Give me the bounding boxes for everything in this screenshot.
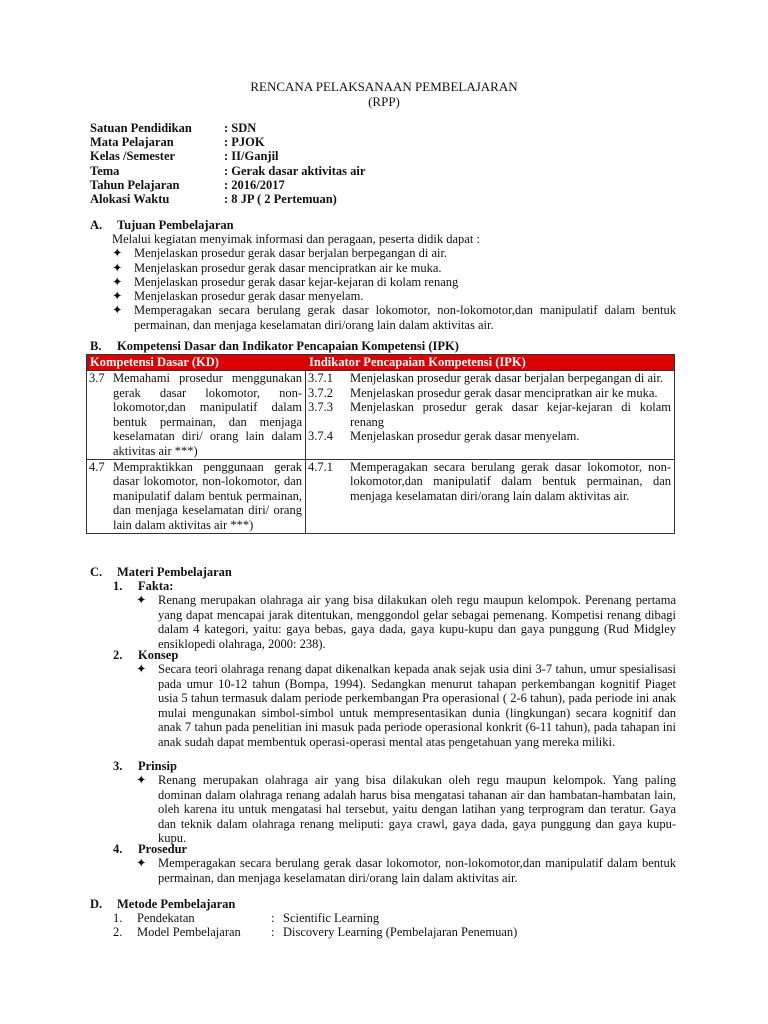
ipk-text: Menjelaskan prosedur gerak dasar mencipratkan air ke muka. <box>350 385 658 400</box>
method-row <box>113 925 517 940</box>
material-number: 2. <box>113 648 123 662</box>
ipk-text: Menjelaskan prosedur gerak dasar menyelam. <box>350 429 580 444</box>
method-colon: : <box>271 925 275 939</box>
table-header-row <box>87 355 675 371</box>
ipk-text: Menjelaskan prosedur gerak dasar berjalan berpegangan di air. <box>350 371 664 385</box>
material-bullet <box>136 593 676 651</box>
identity-row <box>90 135 365 149</box>
material-bullet <box>136 662 676 750</box>
identity-row <box>90 149 365 163</box>
ipk-number: 3.7.2 <box>308 385 333 400</box>
material-number: 3. <box>113 759 123 773</box>
ipk-cell <box>306 371 675 460</box>
identity-value: : 8 JP ( 2 Pertemuan) <box>224 191 337 206</box>
identity-key: Tema <box>90 163 120 178</box>
objective-text: Menjelaskan prosedur gerak dasar menyelam. <box>134 289 364 303</box>
material-text: Memperagakan secara berulang gerak dasar lokomotor, non-lokomotor,dan manipulatif dalam bentuk permainan, dan menjaga keselamatan diri/orang lain dalam aktivitas air. <box>158 856 676 885</box>
identity-table <box>90 121 365 206</box>
kd-number: 3.7 <box>89 371 105 385</box>
section-title: Kompetensi Dasar dan Indikator Pencapaian Kompetensi (IPK) <box>117 339 459 353</box>
ipk-item <box>308 386 671 401</box>
section-letter: D. <box>90 897 103 911</box>
identity-row <box>90 192 365 206</box>
document-subtitle: (RPP) <box>368 94 400 109</box>
method-key: Pendekatan <box>137 911 195 925</box>
four-point-star-icon: ✦ <box>112 261 123 275</box>
material-text: Renang merupakan olahraga air yang bisa dilakukan oleh regu maupun kelompok. Yang paling dominan dalam olahraga renang adalah harus bisa mengatasi tahanan air dan hambatan-hambatan lain, oleh karena itu untuk mengatasi hal tersebut, yaitu dengan latihan yang terprogram dan teratur. Gaya dan teknik dalam olahraga renang meliputi: gaya crawl, gaya dada, gaya punggung dan gaya kupu-kupu. <box>158 773 676 846</box>
ipk-number: 3.7.3 <box>308 400 333 415</box>
identity-value: : PJOK <box>224 135 265 150</box>
column-header-ipk: Indikator Pencapaian Kompetensi (IPK) <box>306 355 675 371</box>
objective-bullet <box>112 303 676 332</box>
identity-row <box>90 164 365 178</box>
identity-key: Tahun Pelajaran <box>90 177 180 192</box>
method-number: 1. <box>113 911 123 925</box>
objective-bullet <box>112 275 676 290</box>
identity-key: Alokasi Waktu <box>90 191 170 206</box>
column-header-kd: Kompetensi Dasar (KD) <box>87 355 306 371</box>
objective-bullet <box>112 246 676 261</box>
identity-row <box>90 178 365 192</box>
kd-cell <box>87 371 306 460</box>
document-title: RENCANA PELAKSANAAN PEMBELAJARAN <box>250 79 518 94</box>
material-number: 4. <box>113 842 123 856</box>
material-label: Prinsip <box>138 759 177 773</box>
section-title: Tujuan Pembelajaran <box>117 218 234 232</box>
identity-value: : 2016/2017 <box>224 177 285 192</box>
four-point-star-icon: ✦ <box>112 289 123 303</box>
table-row <box>87 371 675 460</box>
four-point-star-icon: ✦ <box>136 593 147 607</box>
section-a-intro: Melalui kegiatan menyimak informasi dan peragaan, peserta didik dapat : <box>112 232 480 246</box>
competency-table <box>86 354 675 534</box>
identity-value: : II/Ganjil <box>224 149 279 164</box>
ipk-item <box>308 460 671 504</box>
material-text: Renang merupakan olahraga air yang bisa dilakukan oleh regu maupun kelompok. Perenang pertama yang dapat mencapai jarak ditentukan, menggondol gelar sebagai pemenang. Kompetisi renang dibagi dalam 4 kategori, yaitu: gaya bebas, gaya dada, gaya kupu-kupu dan gaya punggung (Rud Midgley ensiklopedi olahraga, 2000: 238). <box>158 593 676 651</box>
objective-text: Menjelaskan prosedur gerak dasar berjalan berpegangan di air. <box>134 246 448 260</box>
section-letter: A. <box>90 218 103 232</box>
identity-key: Kelas /Semester <box>90 149 176 164</box>
section-title: Metode Pembelajaran <box>117 897 236 911</box>
method-number: 2. <box>113 925 123 939</box>
material-bullet <box>136 773 676 846</box>
method-colon: : <box>271 911 275 925</box>
section-letter: C. <box>90 565 103 579</box>
four-point-star-icon: ✦ <box>112 275 123 289</box>
method-row <box>113 911 379 926</box>
objective-text: Menjelaskan prosedur gerak dasar kejar-kejaran di kolam renang <box>134 275 459 289</box>
material-label: Konsep <box>138 648 179 662</box>
table-row <box>87 459 675 533</box>
identity-value: : Gerak dasar aktivitas air <box>224 163 366 178</box>
kd-text: Memahami prosedur menggunakan gerak dasar lokomotor, non-lokomotor,dan manipulatif dalam bentuk permainan, dan menjaga keselamatan diri/ orang lain dalam aktivitas air ***) <box>113 371 302 458</box>
material-label: Prosedur <box>138 842 188 856</box>
four-point-star-icon: ✦ <box>136 773 147 787</box>
ipk-number: 4.7.1 <box>308 459 333 474</box>
section-letter: B. <box>90 339 102 353</box>
material-bullet <box>136 856 676 885</box>
ipk-text: Memperagakan secara berulang gerak dasar lokomotor, non-lokomotor,dan manipulatif dalam bentuk permainan, dan menjaga keselamatan diri/orang lain dalam aktivitas air. <box>350 459 671 503</box>
objective-bullet <box>112 289 676 304</box>
ipk-cell <box>306 459 675 533</box>
kd-cell <box>87 459 306 533</box>
four-point-star-icon: ✦ <box>112 303 123 317</box>
method-key: Model Pembelajaran <box>137 925 241 939</box>
objective-bullet <box>112 261 676 276</box>
objective-text: Memperagakan secara berulang gerak dasar lokomotor, non-lokomotor,dan manipulatif dalam bentuk permainan, dan menjaga keselamatan diri/orang lain dalam aktivitas air. <box>134 303 676 332</box>
ipk-item <box>308 429 671 444</box>
kd-number: 4.7 <box>89 459 105 474</box>
identity-key: Satuan Pendidikan <box>90 121 192 135</box>
identity-row <box>90 121 365 135</box>
section-title: Materi Pembelajaran <box>117 565 232 579</box>
four-point-star-icon: ✦ <box>136 662 147 676</box>
ipk-text: Menjelaskan prosedur gerak dasar kejar-kejaran di kolam renang <box>350 400 671 429</box>
four-point-star-icon: ✦ <box>136 856 147 870</box>
four-point-star-icon: ✦ <box>112 246 123 260</box>
method-value: Scientific Learning <box>283 911 380 925</box>
ipk-item <box>308 400 671 429</box>
material-number: 1. <box>113 579 123 593</box>
material-label: Fakta: <box>138 579 174 593</box>
ipk-item <box>308 371 671 386</box>
ipk-number: 3.7.4 <box>308 429 333 444</box>
method-value: Discovery Learning (Pembelajaran Penemuan) <box>283 925 518 939</box>
identity-value: : SDN <box>224 121 257 135</box>
kd-text: Mempraktikkan penggunaan gerak dasar lokomotor, non-lokomotor, dan manipulatif dalam bentuk permainan, dan menjaga keselamatan diri/ orang lain dalam aktivitas air ***) <box>113 459 302 532</box>
objective-text: Menjelaskan prosedur gerak dasar mencipratkan air ke muka. <box>134 261 442 275</box>
identity-key: Mata Pelajaran <box>90 135 174 150</box>
ipk-number: 3.7.1 <box>308 371 333 385</box>
material-text: Secara teori olahraga renang dapat dikenalkan kepada anak sejak usia dini 3-7 tahun, umur spesialisasi pada umur 10-12 tahun (Bompa, 1994). Sedangkan menurut tahapan perkembangan kognitif Piaget usia 5 tahun termasuk dalam periode perkembangan Pra operasional ( 2-6 tahun), pada periode ini anak mulai mengunakan simbol-simbol untuk mempresentasikan dunia (lingkungan) secara kognitif dan anak 7 tahun pada penelitian ini masuk pada periode operasional konkrit (6-11 tahun), pada tahapan ini anak sudah dapat membentuk operasi-operasi mental atas pengetahuan yang mereka miliki. <box>158 662 676 749</box>
